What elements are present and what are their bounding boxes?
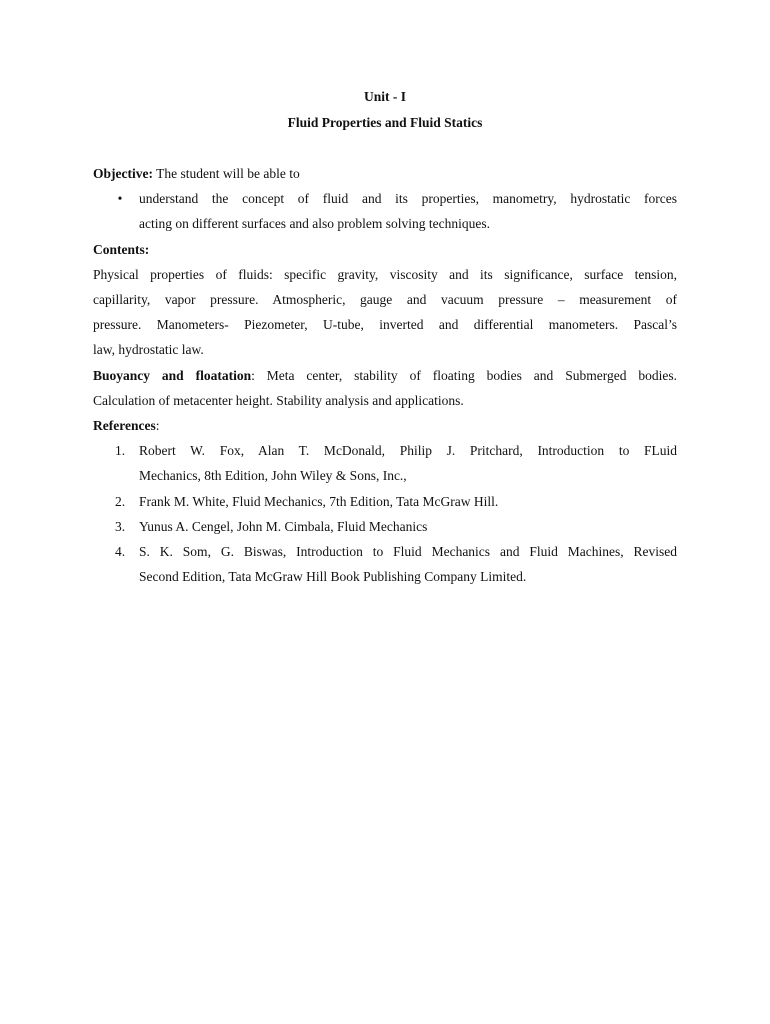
contents-line: law, hydrostatic law. (93, 342, 204, 358)
reference-line: Mechanics, 8th Edition, John Wiley & Sons, Inc., (139, 468, 407, 484)
buoyancy-label: Buoyancy and floatation (93, 367, 252, 383)
buoyancy-text: : Meta center, stability of floating bodies and Submerged bodies. (251, 367, 677, 383)
objective-bullet (93, 186, 677, 236)
contents-line: capillarity, vapor pressure. Atmospheric, gauge and vacuum pressure – measurement of (93, 292, 677, 308)
contents-label: Contents: (93, 241, 150, 257)
objective-bullet-line: acting on different surfaces and also problem solving techniques. (139, 216, 491, 232)
reference-number: 3. (115, 518, 126, 534)
bullet-icon: • (117, 191, 123, 207)
unit-heading: Unit - I (363, 89, 406, 104)
reference-number: 2. (115, 493, 126, 509)
reference-item (93, 438, 677, 488)
contents-line: pressure. Manometers- Piezometer, U-tube, inverted and differential manometers. Pascal’s (93, 317, 677, 333)
objective-label: Objective: (93, 166, 153, 181)
reference-number: 1. (115, 443, 126, 459)
references-label-suffix: : (155, 418, 160, 434)
reference-item (93, 539, 677, 589)
buoyancy-line (93, 363, 677, 388)
buoyancy-line-2: Calculation of metacenter height. Stability analysis and applications. (93, 392, 464, 408)
objective-text: The student will be able to (152, 166, 300, 181)
contents-line: Physical properties of fluids: specific gravity, viscosity and its significance, surface tension, (93, 266, 677, 282)
reference-number: 4. (115, 544, 126, 560)
reference-line: Robert W. Fox, Alan T. McDonald, Philip J. Pritchard, Introduction to FLuid (139, 443, 677, 459)
reference-line: Second Edition, Tata McGraw Hill Book Publishing Company Limited. (139, 569, 527, 585)
references-heading (93, 413, 677, 438)
reference-item (93, 489, 677, 514)
reference-line: S. K. Som, G. Biswas, Introduction to Fluid Mechanics and Fluid Machines, Revised (139, 544, 677, 560)
reference-line: Yunus A. Cengel, John M. Cimbala, Fluid Mechanics (139, 518, 428, 534)
reference-line: Frank M. White, Fluid Mechanics, 7th Edition, Tata McGraw Hill. (139, 493, 499, 509)
unit-title: Fluid Properties and Fluid Statics (287, 115, 483, 130)
objective-bullet-line: understand the concept of fluid and its properties, manometry, hydrostatic forces (139, 191, 677, 207)
document-body (93, 161, 677, 589)
objective-line (93, 161, 677, 186)
references-label: References (93, 418, 156, 434)
reference-item (93, 514, 677, 539)
